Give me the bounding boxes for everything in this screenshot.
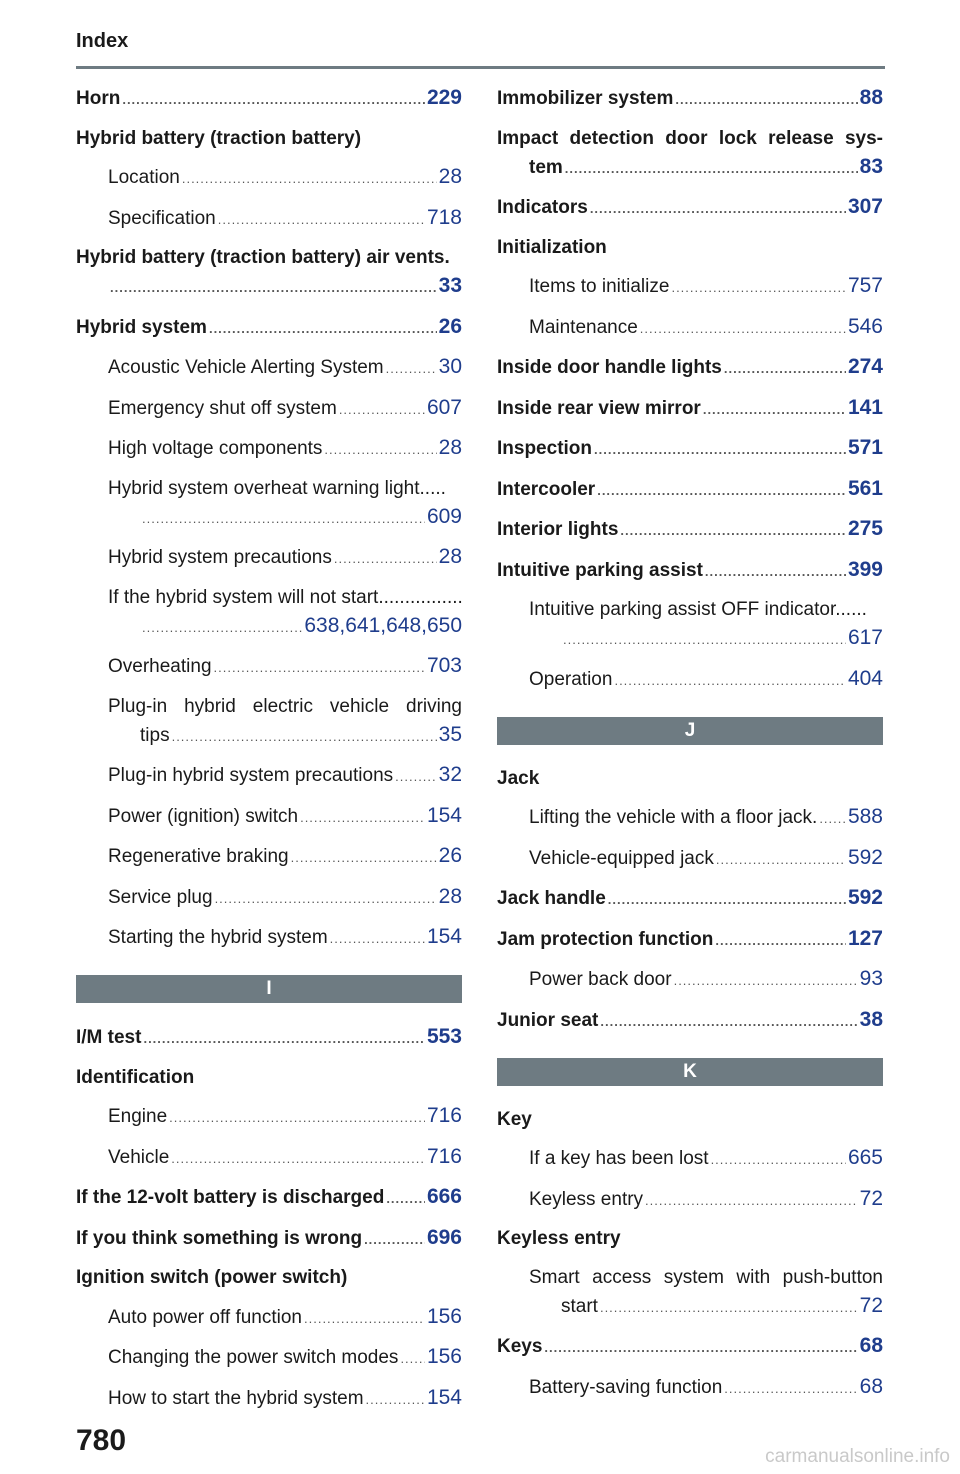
- dot-leader: [600, 1008, 857, 1036]
- entry-term: Interior lights: [497, 519, 619, 540]
- entry-line: [497, 515, 883, 545]
- entry-line: [108, 204, 462, 234]
- page-reference[interactable]: 757: [847, 274, 883, 297]
- dot-leader: [594, 436, 846, 464]
- entry-line: [108, 434, 462, 464]
- entry-line: [497, 193, 883, 223]
- entry-term: Acoustic Vehicle Alerting System: [108, 357, 384, 378]
- page-header-title: Index: [76, 30, 129, 52]
- entry-term: Hybrid system precautions: [108, 547, 332, 568]
- entry-line: [497, 153, 883, 183]
- dot-leader: [711, 1146, 846, 1174]
- entry-line: [76, 84, 462, 114]
- entry-term-continued: tips: [140, 724, 170, 746]
- letter-section-band: J: [497, 717, 883, 745]
- dot-leader: [400, 1345, 425, 1373]
- entry-term: Keyless entry: [529, 1188, 644, 1210]
- entry-term: Battery-saving function: [529, 1376, 723, 1398]
- entry-term: Power back door: [529, 969, 672, 990]
- index-subentry: [76, 1343, 462, 1373]
- entry-term: Inspection: [497, 438, 593, 459]
- page-reference[interactable]: 696: [426, 1225, 462, 1249]
- entry-line: [497, 765, 883, 793]
- entry-term: Auto power off function: [108, 1306, 302, 1328]
- dot-leader: [364, 1226, 425, 1254]
- index-entry: [497, 765, 883, 793]
- entry-term: Intuitive parking assist OFF indicator......: [529, 599, 867, 620]
- index-subentry: [76, 584, 462, 642]
- page-reference[interactable]: 35: [438, 722, 462, 746]
- index-subentry: [497, 313, 883, 343]
- page-reference[interactable]: 154: [426, 803, 462, 827]
- entry-term: Ignition switch (power switch): [76, 1267, 348, 1288]
- page-reference[interactable]: 154: [426, 925, 462, 948]
- index-entry: [497, 1332, 883, 1362]
- dot-leader: [218, 206, 425, 234]
- dot-leader: [724, 1375, 857, 1403]
- index-entry: [76, 1224, 462, 1254]
- entry-line: [108, 802, 462, 832]
- dot-leader: [182, 165, 437, 193]
- page-reference[interactable]: 561: [847, 476, 883, 500]
- index-entry: [76, 1064, 462, 1092]
- letter-section-band: K: [497, 1058, 883, 1086]
- index-entry: [497, 1225, 883, 1253]
- dot-leader: [640, 315, 846, 343]
- entry-line: [108, 543, 462, 573]
- entry-line: [108, 612, 462, 642]
- dot-leader: [819, 805, 846, 833]
- entry-term: Identification: [76, 1066, 195, 1088]
- dot-leader: [300, 804, 425, 832]
- dot-leader: [110, 274, 437, 302]
- page-reference[interactable]: 28: [438, 545, 462, 568]
- page-reference[interactable]: 72: [859, 1186, 883, 1210]
- dot-leader: [142, 614, 302, 642]
- entry-term: Location: [108, 167, 180, 188]
- entry-line: [529, 965, 883, 995]
- entry-line: [76, 1183, 462, 1213]
- index-entry: [497, 193, 883, 223]
- index-entry: [497, 434, 883, 464]
- page-reference[interactable]: 141: [847, 395, 883, 419]
- entry-line: [108, 1303, 462, 1333]
- entry-term: Service plug: [108, 886, 213, 908]
- page-reference[interactable]: 716: [426, 1144, 462, 1168]
- entry-line: [529, 624, 883, 654]
- entry-line: [497, 434, 883, 464]
- entry-term: Engine: [108, 1106, 168, 1127]
- entry-line: [497, 1332, 883, 1362]
- page-reference[interactable]: 28: [438, 165, 462, 188]
- entry-line: [497, 556, 883, 586]
- entry-term: High voltage components: [108, 438, 323, 459]
- entry-line: [76, 1264, 462, 1292]
- entry-line: [529, 313, 883, 343]
- page-reference[interactable]: 274: [847, 355, 883, 378]
- page-reference[interactable]: 399: [847, 557, 883, 581]
- index-entry: [76, 84, 462, 114]
- entry-term: Keyless entry: [497, 1228, 621, 1249]
- index-entry: [497, 475, 883, 505]
- page-reference[interactable]: 617: [847, 626, 883, 649]
- dot-leader: [395, 763, 437, 791]
- entry-line: [108, 1343, 462, 1373]
- page-reference[interactable]: 607: [426, 395, 462, 419]
- page-reference[interactable]: 156: [426, 1304, 462, 1328]
- entry-line: [497, 1225, 883, 1253]
- index-entry: [497, 1006, 883, 1036]
- index-entry: [497, 234, 883, 262]
- index-subentry: [497, 1144, 883, 1174]
- index-entry: [497, 125, 883, 183]
- entry-term: Power (ignition) switch: [108, 805, 299, 827]
- entry-line: [108, 163, 462, 193]
- dot-leader: [614, 667, 846, 695]
- dot-leader: [169, 1104, 425, 1132]
- entry-line: [76, 313, 462, 343]
- entry-line: [108, 842, 462, 872]
- index-subentry: [76, 652, 462, 682]
- entry-term: Overheating: [108, 656, 212, 677]
- index-entry: [76, 244, 462, 302]
- dot-leader: [590, 195, 846, 223]
- entry-term: Initialization: [497, 236, 607, 258]
- entry-line: [529, 803, 883, 833]
- page-reference[interactable]: 28: [438, 884, 462, 908]
- page-reference[interactable]: 28: [438, 436, 462, 459]
- index-subentry: [76, 802, 462, 832]
- entry-term: Impact detection door lock release sys-: [497, 127, 883, 149]
- entry-term: Hybrid system: [76, 316, 207, 338]
- index-subentry: [76, 693, 462, 751]
- entry-term-continued: tem: [529, 156, 563, 178]
- entry-term: Jack: [497, 767, 540, 789]
- entry-line: [108, 721, 462, 751]
- index-entry: [497, 556, 883, 586]
- entry-line: [497, 475, 883, 505]
- entry-term: Horn: [76, 88, 121, 109]
- entry-term: Maintenance: [529, 316, 638, 338]
- index-subentry: [497, 965, 883, 995]
- index-subentry: [497, 844, 883, 874]
- entry-line: [108, 923, 462, 953]
- entry-line: [108, 652, 462, 682]
- page-reference[interactable]: 718: [426, 205, 462, 229]
- dot-leader: [716, 846, 846, 874]
- index-entry: [497, 884, 883, 914]
- dot-leader: [291, 844, 437, 872]
- dot-leader: [122, 86, 425, 114]
- entry-term: Indicators: [497, 197, 588, 218]
- entry-term: Intuitive parking assist: [497, 559, 703, 581]
- entry-line: [529, 1292, 883, 1322]
- index-entry: [497, 84, 883, 114]
- index-column-right: [497, 84, 883, 1413]
- page-reference[interactable]: 592: [847, 845, 883, 869]
- index-subentry: [76, 475, 462, 533]
- page-reference[interactable]: 404: [847, 666, 883, 690]
- dot-leader: [565, 155, 858, 183]
- page-reference[interactable]: 88: [859, 86, 883, 109]
- dot-leader: [324, 436, 436, 464]
- dot-leader: [724, 355, 846, 383]
- dot-leader: [214, 654, 425, 682]
- watermark: carmanualsonline.info: [765, 1446, 950, 1467]
- dot-leader: [334, 545, 437, 573]
- dot-leader: [674, 967, 858, 995]
- page-reference[interactable]: 68: [859, 1374, 883, 1398]
- page-reference[interactable]: 546: [847, 314, 883, 338]
- entry-term: Lifting the vehicle with a floor jack.: [529, 807, 818, 828]
- entry-line: [497, 1006, 883, 1036]
- index-subentry: [76, 1384, 462, 1414]
- index-subentry: [76, 1143, 462, 1173]
- entry-line: [497, 84, 883, 114]
- dot-leader: [171, 1145, 425, 1173]
- dot-leader: [304, 1305, 425, 1333]
- entry-term: If the 12-volt battery is discharged: [76, 1187, 385, 1208]
- page-reference[interactable]: 588: [847, 805, 883, 828]
- entry-line: [108, 394, 462, 424]
- index-entry: [76, 313, 462, 343]
- entry-term: If a key has been lost: [529, 1148, 709, 1169]
- entry-term: If the hybrid system will not start................: [108, 586, 463, 608]
- index-subentry: [76, 1102, 462, 1132]
- page-reference[interactable]: 154: [426, 1385, 462, 1409]
- entry-line: [529, 272, 883, 302]
- entry-line: [529, 1144, 883, 1174]
- index-subentry: [497, 665, 883, 695]
- page-reference[interactable]: 72: [859, 1293, 883, 1317]
- entry-line: [76, 1064, 462, 1092]
- page-reference[interactable]: 93: [859, 967, 883, 990]
- entry-term: Junior seat: [497, 1009, 599, 1031]
- entry-line: [529, 665, 883, 695]
- entry-line: [108, 761, 462, 791]
- dot-leader: [172, 723, 437, 751]
- entry-term: Hybrid battery (traction battery) air vents.: [76, 247, 450, 268]
- entry-line: [76, 125, 462, 153]
- page-reference[interactable]: 33: [438, 274, 462, 297]
- entry-term: Keys: [497, 1336, 543, 1357]
- entry-term: Key: [497, 1108, 532, 1130]
- page-reference[interactable]: 638,641,648,650: [304, 613, 462, 637]
- index-entry: [76, 1264, 462, 1292]
- index-subentry: [497, 272, 883, 302]
- page-reference[interactable]: 68: [859, 1334, 883, 1357]
- entry-term: Regenerative braking: [108, 846, 289, 867]
- entry-term: Starting the hybrid system: [108, 927, 328, 948]
- entry-line: [108, 1102, 462, 1132]
- index-subentry: [76, 883, 462, 913]
- index-subentry: [76, 434, 462, 464]
- page-reference[interactable]: 26: [438, 844, 462, 867]
- entry-term: Inside door handle lights: [497, 357, 722, 378]
- index-subentry: [76, 923, 462, 953]
- dot-leader: [143, 1025, 425, 1053]
- page-reference[interactable]: 307: [847, 195, 883, 218]
- entry-term: Vehicle-equipped jack: [529, 847, 714, 869]
- dot-leader: [705, 558, 846, 586]
- entry-line: [497, 394, 883, 424]
- dot-leader: [608, 886, 846, 914]
- page-reference[interactable]: 275: [847, 517, 883, 540]
- index-subentry: [76, 394, 462, 424]
- page-reference[interactable]: 716: [426, 1104, 462, 1127]
- dot-leader: [209, 315, 437, 343]
- page-reference[interactable]: 32: [438, 763, 462, 786]
- index-entry: [76, 1183, 462, 1213]
- entry-term: Hybrid system overheat warning light.....: [108, 477, 446, 499]
- index-subentry: [497, 596, 883, 654]
- entry-line: [108, 503, 462, 533]
- entry-term: How to start the hybrid system: [108, 1387, 364, 1409]
- entry-term: I/M test: [76, 1027, 142, 1048]
- dot-leader: [645, 1187, 858, 1215]
- entry-line: [529, 844, 883, 874]
- dot-leader: [671, 274, 846, 302]
- index-subentry: [76, 353, 462, 383]
- index-entry: [76, 125, 462, 153]
- dot-leader: [339, 396, 425, 424]
- index-entry: [497, 515, 883, 545]
- index-subentry: [497, 1264, 883, 1322]
- entry-line: [497, 353, 883, 383]
- dot-leader: [675, 86, 857, 114]
- entry-term: Vehicle: [108, 1146, 170, 1168]
- index-subentry: [497, 1185, 883, 1215]
- entry-term: Plug-in hybrid electric vehicle driving: [108, 695, 462, 717]
- page-reference[interactable]: 38: [859, 1007, 883, 1031]
- page-reference[interactable]: 703: [426, 654, 462, 677]
- dot-leader: [330, 925, 425, 953]
- entry-line: [529, 1185, 883, 1215]
- entry-line: [108, 353, 462, 383]
- header-rule: [76, 66, 885, 69]
- dot-leader: [600, 1294, 858, 1322]
- entry-term-continued: start: [561, 1295, 598, 1317]
- dot-leader: [142, 505, 425, 533]
- entry-line: [497, 1106, 883, 1134]
- entry-line: [497, 884, 883, 914]
- index-entry: [497, 394, 883, 424]
- page-reference[interactable]: 665: [847, 1146, 883, 1169]
- entry-term: Operation: [529, 668, 613, 690]
- entry-line: [497, 925, 883, 955]
- page-reference[interactable]: 666: [426, 1185, 462, 1208]
- entry-line: [76, 272, 462, 302]
- index-subentry: [76, 543, 462, 573]
- index-subentry: [497, 803, 883, 833]
- dot-leader: [386, 1185, 425, 1213]
- letter-section-band: I: [76, 975, 462, 1003]
- entry-term: Jack handle: [497, 888, 606, 909]
- dot-leader: [366, 1386, 425, 1414]
- page-reference[interactable]: 30: [438, 355, 462, 378]
- page-reference[interactable]: 83: [859, 154, 883, 178]
- entry-line: [497, 234, 883, 262]
- entry-term: Smart access system with push-button: [529, 1266, 883, 1288]
- entry-line: [108, 1384, 462, 1414]
- index-entry: [76, 1023, 462, 1053]
- index-entry: [497, 925, 883, 955]
- entry-line: [76, 1224, 462, 1254]
- entry-term: Inside rear view mirror: [497, 397, 701, 419]
- entry-term: Emergency shut off system: [108, 397, 337, 419]
- entry-term: Plug-in hybrid system precautions: [108, 765, 394, 786]
- index-subentry: [76, 204, 462, 234]
- index-entry: [497, 353, 883, 383]
- index-subentry: [497, 1373, 883, 1403]
- entry-term: Intercooler: [497, 478, 596, 500]
- index-subentry: [76, 761, 462, 791]
- entry-term: Items to initialize: [529, 276, 670, 297]
- entry-term: Changing the power switch modes: [108, 1347, 399, 1368]
- index-subentry: [76, 1303, 462, 1333]
- dot-leader: [703, 396, 846, 424]
- entry-line: [76, 1023, 462, 1053]
- page-reference[interactable]: 127: [847, 926, 883, 950]
- page-reference[interactable]: 156: [426, 1345, 462, 1368]
- entry-term: Hybrid battery (traction battery): [76, 127, 362, 149]
- index-entry: [497, 1106, 883, 1134]
- page-reference[interactable]: 229: [426, 86, 462, 109]
- entry-term: Specification: [108, 207, 216, 229]
- page-reference[interactable]: 571: [847, 436, 883, 459]
- dot-leader: [215, 885, 437, 913]
- entry-line: [108, 1143, 462, 1173]
- dot-leader: [386, 355, 437, 383]
- index-subentry: [76, 163, 462, 193]
- entry-line: [529, 1373, 883, 1403]
- entry-line: [108, 883, 462, 913]
- dot-leader: [620, 517, 846, 545]
- dot-leader: [563, 626, 846, 654]
- index-column-left: [76, 84, 462, 1424]
- entry-term: Immobilizer system: [497, 88, 674, 109]
- dot-leader: [544, 1334, 857, 1362]
- dot-leader: [715, 927, 846, 955]
- index-subentry: [76, 842, 462, 872]
- entry-term: If you think something is wrong: [76, 1227, 363, 1249]
- page-number: 780: [76, 1424, 127, 1457]
- dot-leader: [597, 477, 846, 505]
- page-reference[interactable]: 553: [426, 1025, 462, 1048]
- page-reference[interactable]: 609: [426, 504, 462, 528]
- entry-term: Jam protection function: [497, 928, 714, 950]
- page-reference[interactable]: 592: [847, 886, 883, 909]
- page-reference[interactable]: 26: [438, 314, 462, 338]
